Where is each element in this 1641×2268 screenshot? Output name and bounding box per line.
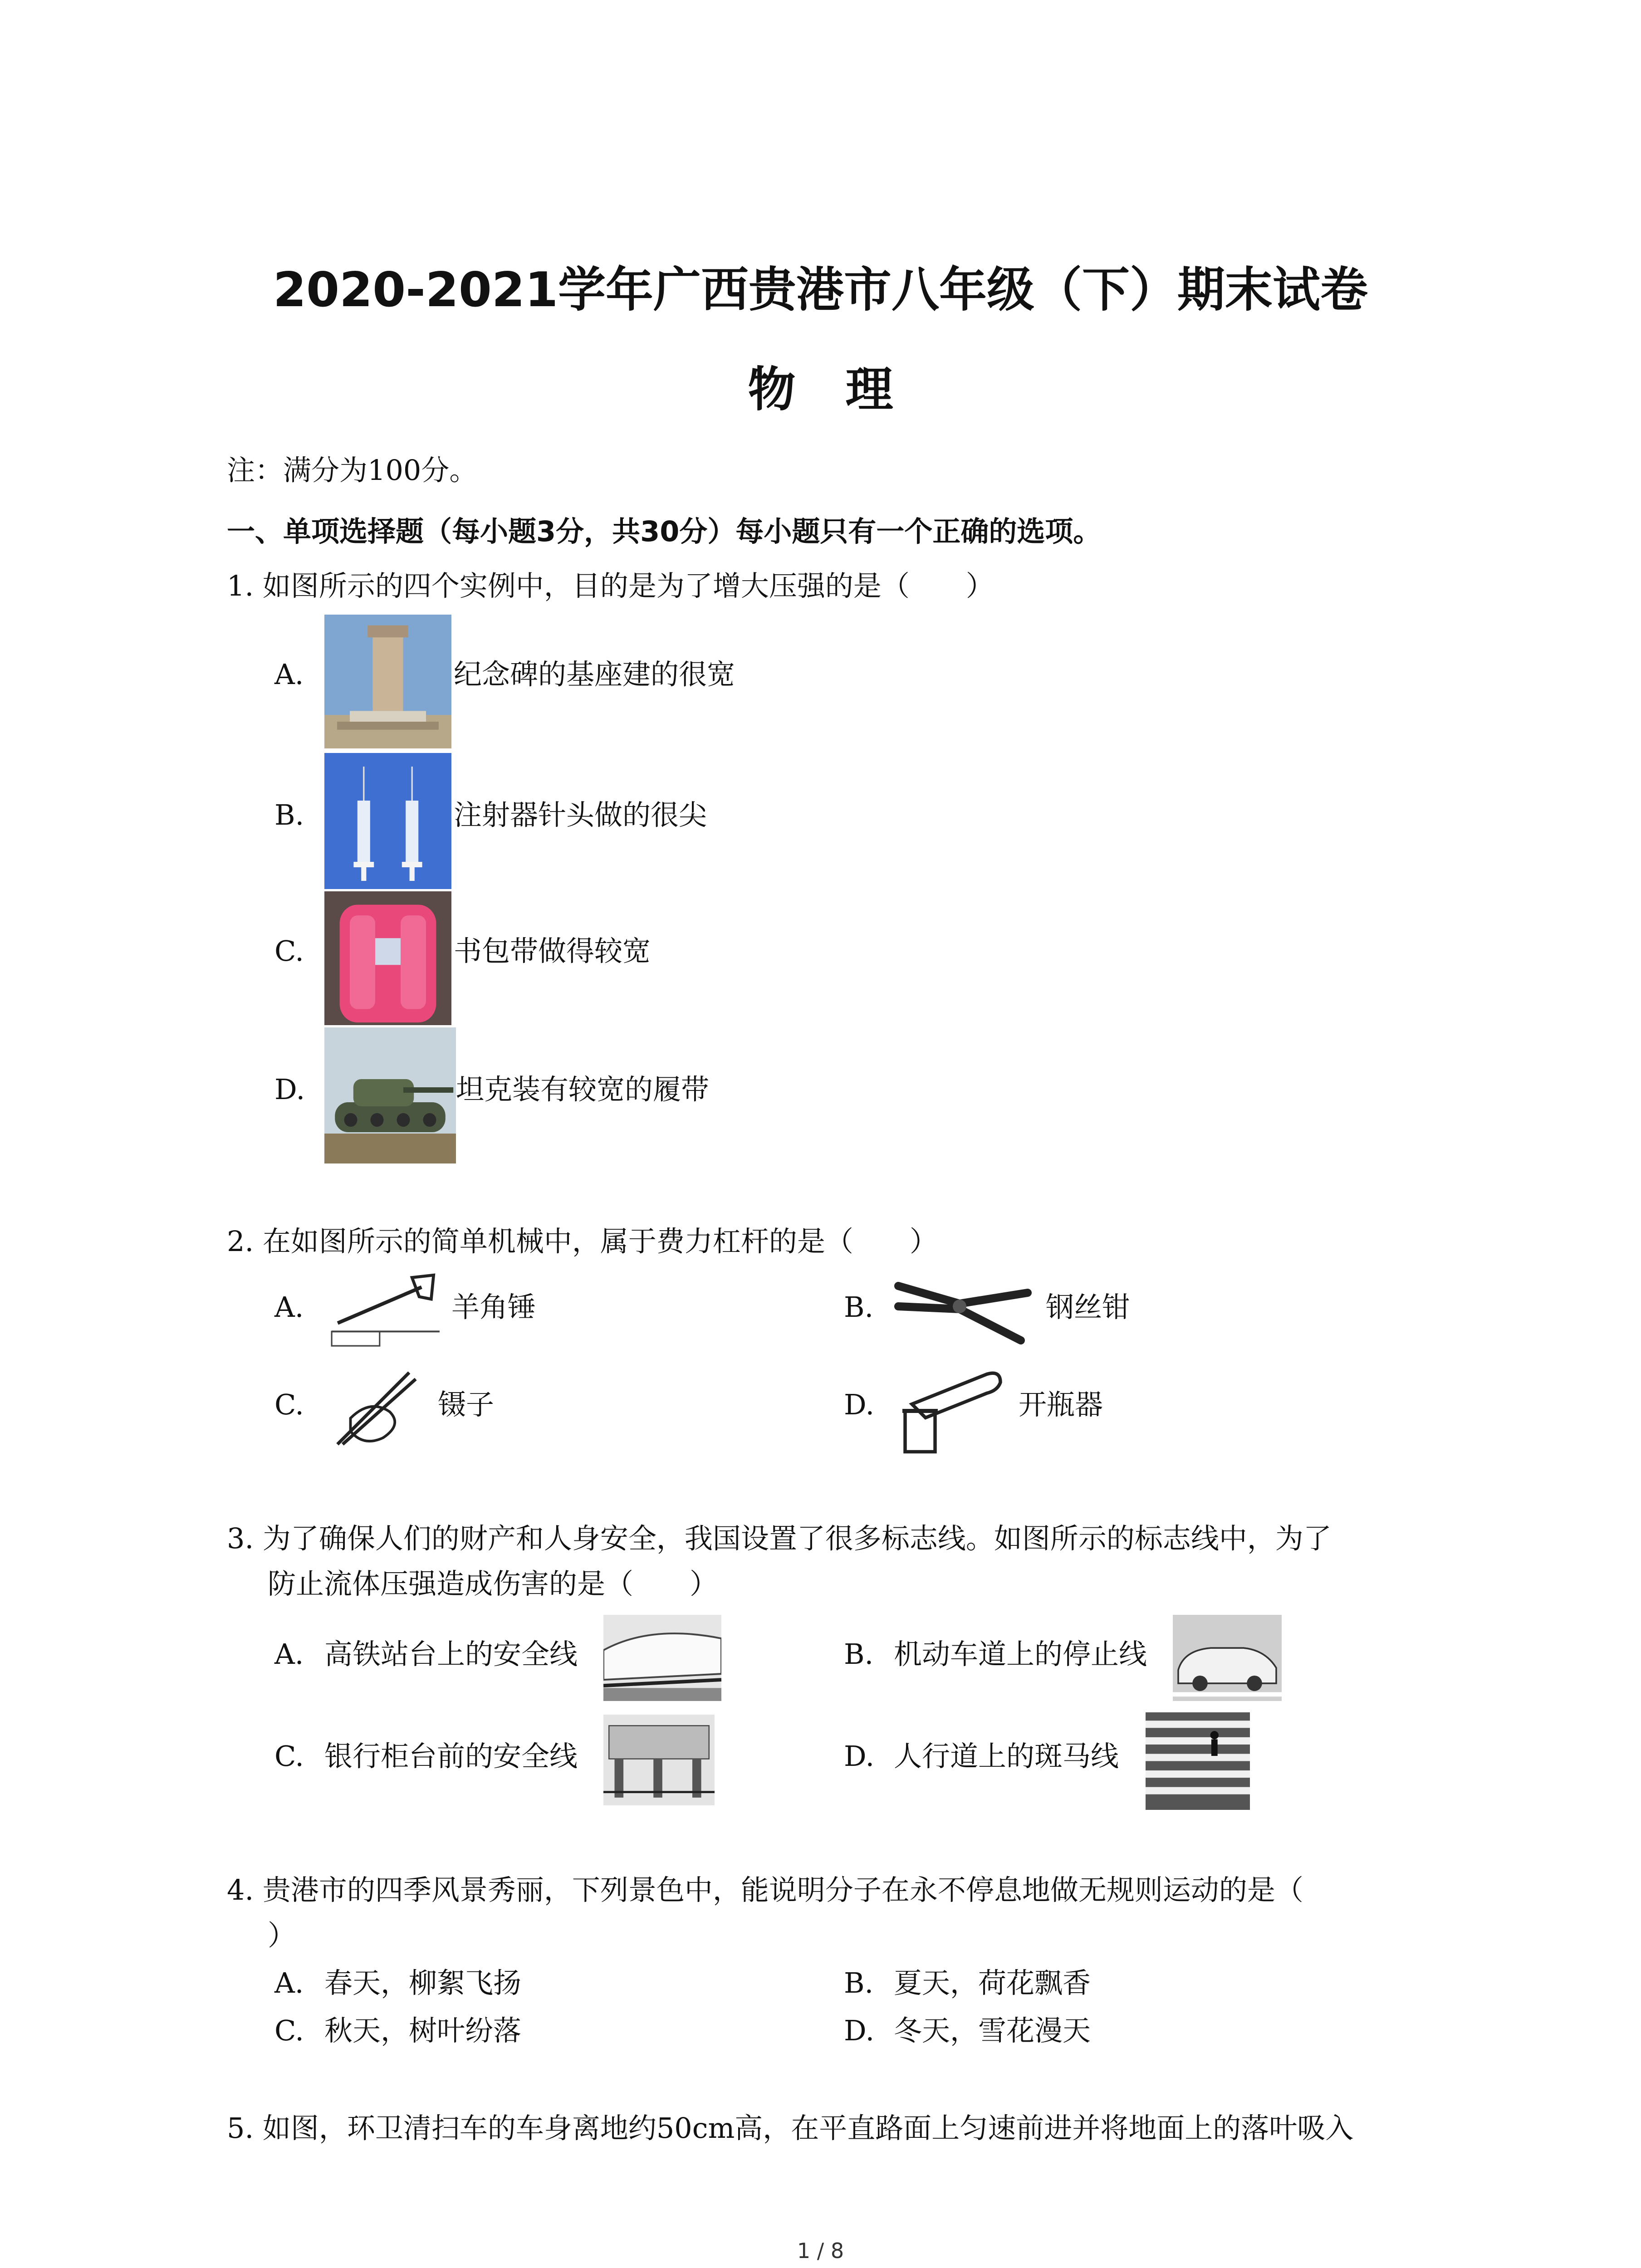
q1-option-b-letter: B. (274, 798, 304, 831)
q3-option-c-letter: C. (274, 1740, 304, 1773)
bank-counter-photo-icon (603, 1715, 715, 1805)
q5-stem-line1: 5. 如图，环卫清扫车的车身离地约50cm高，在平直路面上匀速前进并将地面上的落叶吸入 (227, 2112, 1354, 2145)
q3-option-a-letter: A. (274, 1637, 304, 1671)
q3-option-b-letter: B. (844, 1637, 874, 1671)
monument-photo-icon (324, 615, 451, 748)
q1-option-b-text: 注射器针头做的很尖 (454, 798, 707, 831)
q4-option-b-letter: B. (844, 1966, 874, 1999)
zebra-crossing-photo-icon (1146, 1712, 1250, 1810)
section-heading: 一、单项选择题（每小题3分，共30分）每小题只有一个正确的选项。 (227, 515, 1102, 548)
q2-option-d-letter: D. (844, 1388, 875, 1421)
q3-option-c-text: 银行柜台前的安全线 (324, 1740, 578, 1773)
q2-option-a-letter: A. (274, 1290, 304, 1324)
tank-photo-icon (324, 1027, 456, 1163)
tweezers-drawing-icon (324, 1365, 429, 1452)
exam-title: 2020-2021学年广西贵港市八年级（下）期末试卷 (273, 262, 1368, 318)
bottle-opener-drawing-icon (892, 1363, 1014, 1456)
q4-option-d-text: 冬天，雪花漫天 (894, 2014, 1091, 2047)
exam-subject: 物理 (748, 362, 943, 417)
pliers-drawing-icon (892, 1266, 1041, 1354)
q3-option-a-text: 高铁站台上的安全线 (324, 1637, 578, 1671)
high-speed-train-photo-icon (603, 1615, 721, 1701)
q2-option-d-text: 开瓶器 (1019, 1388, 1103, 1421)
claw-hammer-drawing-icon (324, 1266, 447, 1349)
q1-option-a-letter: A. (274, 658, 304, 691)
q4-option-d-letter: D. (844, 2014, 875, 2047)
q4-stem-line1: 4. 贵港市的四季风景秀丽，下列景色中，能说明分子在永不停息地做无规则运动的是（ (227, 1873, 1303, 1906)
page-number: 1 / 8 (797, 2239, 844, 2263)
q2-option-c-letter: C. (274, 1388, 304, 1421)
q1-option-c-text: 书包带做得较宽 (454, 934, 651, 968)
q1-option-a-text: 纪念碑的基座建的很宽 (454, 658, 735, 691)
q1-option-d-text: 坦克装有较宽的履带 (456, 1073, 710, 1106)
syringe-photo-icon (324, 753, 451, 889)
backpack-photo-icon (324, 891, 451, 1025)
q3-option-d-text: 人行道上的斑马线 (894, 1740, 1119, 1773)
q3-stem-line1: 3. 为了确保人们的财产和人身安全，我国设置了很多标志线。如图所示的标志线中，为了 (227, 1522, 1332, 1555)
q4-option-a-letter: A. (274, 1966, 304, 1999)
q2-option-a-text: 羊角锤 (451, 1290, 536, 1324)
q1-stem: 1. 如图所示的四个实例中，目的是为了增大压强的是（ ） (227, 569, 994, 602)
q2-option-b-letter: B. (844, 1290, 874, 1324)
q2-option-c-text: 镊子 (438, 1388, 495, 1421)
q3-stem-line2: 防止流体压强造成伤害的是（ ） (268, 1567, 718, 1600)
q4-stem-line2: ） (268, 1919, 296, 1952)
q1-option-d-letter: D. (274, 1073, 305, 1106)
q4-option-c-letter: C. (274, 2014, 304, 2047)
q2-option-b-text: 钢丝钳 (1046, 1290, 1131, 1324)
q4-option-a-text: 春天，柳絮飞扬 (324, 1966, 522, 1999)
q3-option-d-letter: D. (844, 1740, 875, 1773)
car-stop-line-photo-icon (1173, 1615, 1282, 1701)
q2-stem: 2. 在如图所示的简单机械中，属于费力杠杆的是（ ） (227, 1225, 938, 1258)
q4-option-c-text: 秋天，树叶纷落 (324, 2014, 522, 2047)
q3-option-b-text: 机动车道上的停止线 (894, 1637, 1147, 1671)
q4-option-b-text: 夏天，荷花飘香 (894, 1966, 1091, 1999)
score-note: 注：满分为100分。 (227, 454, 478, 487)
q1-option-c-letter: C. (274, 934, 304, 968)
